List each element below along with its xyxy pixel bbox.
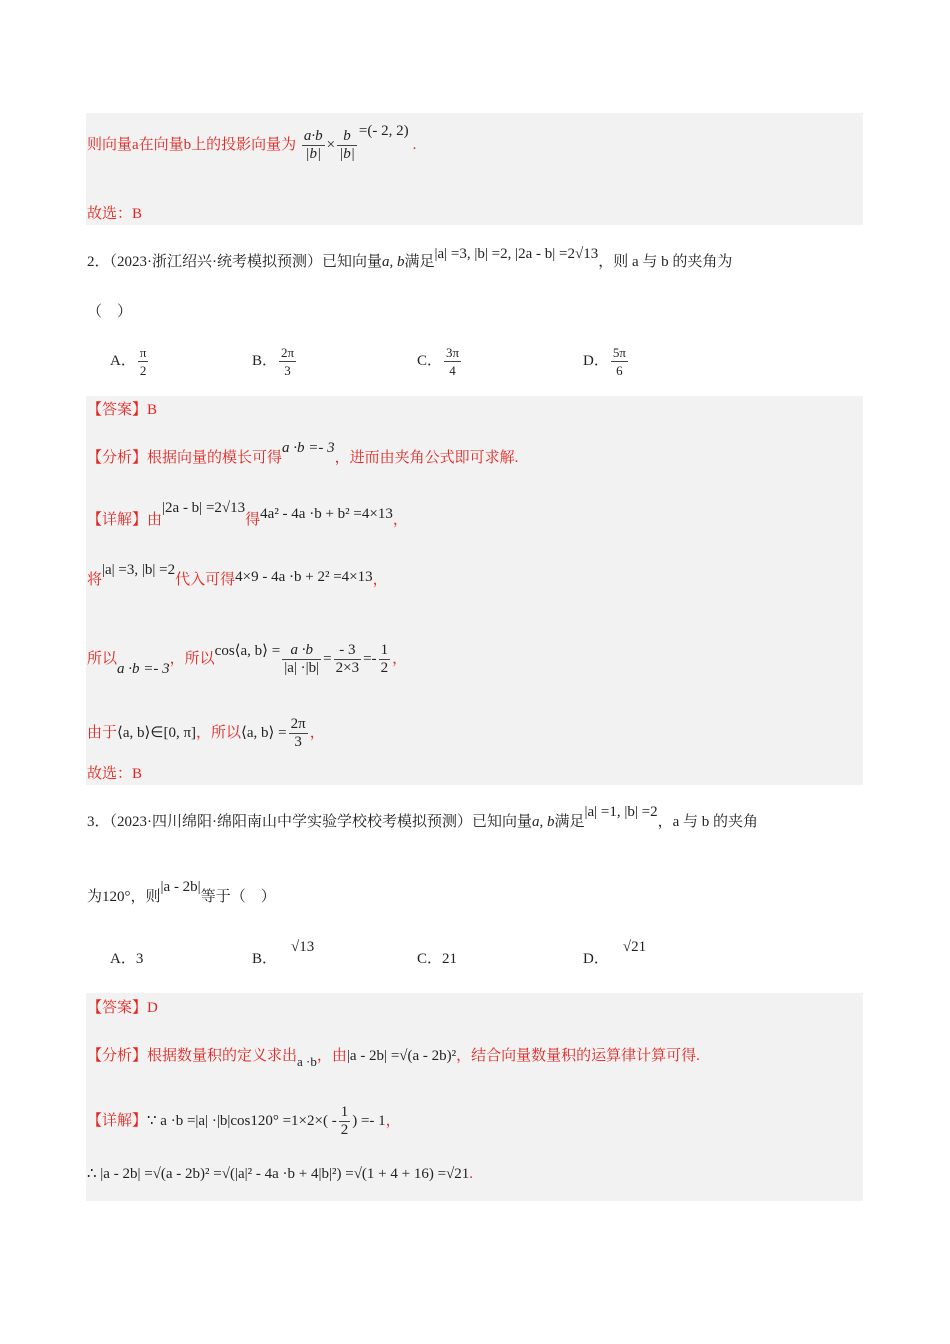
q2-paren: （ ） — [87, 304, 133, 320]
fraction — [302, 128, 325, 163]
denominator: 2 — [139, 363, 147, 378]
math: |a| =1, |b| =2 — [584, 804, 658, 820]
option-label: A． — [110, 352, 136, 369]
math: ⟨a, b⟩∈[0, π] — [117, 724, 197, 741]
math: a ·b =- 3 — [117, 660, 170, 677]
option-value: 3 — [135, 951, 144, 967]
text: 所以 — [87, 650, 118, 667]
stem-text: 满足 — [554, 814, 585, 830]
text: ，所以 — [169, 650, 215, 667]
numerator: 1 — [340, 1104, 349, 1120]
q2-option-c[interactable] — [417, 344, 463, 379]
punct: ， — [385, 1112, 401, 1129]
punct: ， — [372, 572, 388, 588]
fraction — [337, 128, 357, 163]
q2-option-b[interactable] — [252, 344, 298, 379]
punct: . — [412, 136, 417, 153]
math: =- — [363, 650, 377, 667]
option-label: D． — [583, 352, 609, 369]
math: |a - 2b| =√(a - 2b)² — [346, 1048, 457, 1064]
math: ⟨a, b⟩ = — [241, 724, 287, 741]
q2-so-line — [87, 642, 407, 677]
option-label: A． — [110, 951, 136, 967]
punct: . — [469, 1166, 474, 1182]
q3-answer: 【答案】D — [87, 1000, 158, 1016]
math: a ·b =- 3 — [282, 440, 335, 456]
q3-stem — [87, 804, 759, 832]
times: × — [326, 136, 336, 153]
option-label: D． — [583, 951, 609, 967]
label: 【详解】 — [87, 512, 148, 528]
math: a ·b — [297, 1054, 317, 1069]
denominator: 2 — [340, 1122, 349, 1138]
q2-option-a[interactable] — [110, 344, 150, 379]
math: = — [323, 650, 332, 667]
math: |2a - b| =2√13 — [162, 500, 246, 516]
denominator: 4 — [449, 363, 456, 378]
stem-text: ，则 a 与 b 的夹角为 — [598, 254, 733, 270]
denominator: 6 — [616, 363, 623, 378]
stem-text: 为 — [87, 889, 103, 905]
q2-analysis — [87, 440, 519, 468]
q2-option-d[interactable] — [583, 344, 630, 379]
punct: ， — [392, 650, 408, 667]
denominator: 3 — [284, 363, 291, 378]
denominator: |b| — [339, 146, 355, 162]
q2-final: 故选：B — [87, 766, 143, 782]
q1-answer: 故选：B — [87, 206, 143, 222]
option-value: √13 — [291, 939, 315, 955]
math: 120° — [102, 889, 131, 905]
text: 将 — [87, 572, 103, 588]
fraction — [282, 642, 321, 677]
option-label: B． — [252, 352, 278, 369]
fraction — [339, 1104, 351, 1139]
q3-final — [87, 1164, 473, 1184]
numerator: 3π — [446, 345, 460, 360]
label: 【详解】 — [87, 1112, 148, 1129]
q1-projection-text: 则向量a在向量b上的投影向量为 — [87, 136, 297, 153]
stem-text: ，则 — [130, 889, 161, 905]
option-value: 21 — [442, 951, 458, 967]
q3-option-b[interactable] — [252, 939, 315, 969]
fraction — [279, 344, 296, 379]
math: ∵ a ·b =|a| ·|b|cos120° =1×2×( - — [147, 1112, 337, 1129]
q3-detail — [87, 1104, 401, 1139]
q3-analysis — [87, 1046, 700, 1069]
stem-text: 满足 — [404, 254, 435, 270]
math: a, b — [532, 814, 555, 830]
denominator: |b| — [305, 146, 322, 162]
q1-projection-line — [87, 122, 417, 163]
fraction — [444, 344, 461, 379]
q2-answer: 【答案】B — [87, 402, 158, 418]
punct: ， — [309, 724, 325, 741]
option-label: B． — [252, 951, 278, 967]
numerator: 2π — [281, 345, 295, 360]
label: 【分析】 — [87, 450, 148, 466]
math: 4a² - 4a ·b + b² =4×13 — [260, 506, 393, 522]
text: 根据向量的模长可得 — [147, 450, 283, 466]
numerator: b — [337, 128, 357, 146]
math: |a| =3, |b| =2, |2a - b| =2√13 — [434, 246, 599, 262]
math-result: =(- 2, 2) — [358, 122, 409, 139]
text: 由于 — [87, 724, 118, 741]
option-label: C． — [417, 352, 443, 369]
fraction — [334, 642, 361, 677]
punct: ， — [392, 512, 408, 528]
q2-detail — [87, 500, 408, 530]
fraction — [138, 344, 149, 379]
denominator: |a| ·|b| — [284, 660, 320, 676]
fraction — [379, 642, 391, 677]
q3-option-c[interactable] — [417, 949, 457, 969]
text: ，结合向量数量积的运算律计算可得. — [456, 1048, 700, 1064]
q2-substitute — [87, 562, 388, 590]
numerator: a ·b — [282, 642, 321, 660]
option-value: √21 — [622, 939, 647, 955]
math: cos⟨a, b⟩ = — [214, 642, 281, 659]
q3-option-d[interactable] — [583, 939, 647, 969]
numerator: 5π — [612, 345, 626, 360]
math: |a - 2b| — [160, 879, 201, 895]
q3-option-a[interactable] — [110, 949, 143, 969]
q2-since-line — [87, 716, 325, 751]
text: 由 — [147, 512, 163, 528]
text: ，进而由夹角公式即可求解. — [334, 450, 519, 466]
q3-stem-line2 — [87, 879, 276, 907]
text: ，所以 — [196, 724, 242, 741]
text: 根据数量积的定义求出 — [147, 1048, 298, 1064]
fraction — [289, 716, 308, 751]
denominator: 2×3 — [335, 660, 360, 676]
text: ，由 — [316, 1048, 347, 1064]
numerator: 1 — [380, 642, 389, 658]
fraction — [611, 344, 628, 379]
q2-stem — [87, 246, 733, 272]
numerator: π — [139, 345, 147, 360]
numerator: - 3 — [334, 642, 361, 660]
stem-text: 等于（ ） — [200, 889, 276, 905]
stem-text: ，a 与 b 的夹角 — [657, 814, 759, 830]
stem-text: 2．（2023·浙江绍兴·统考模拟预测）已知向量 — [87, 254, 382, 270]
label: 【分析】 — [87, 1048, 148, 1064]
numerator: 2π — [290, 716, 306, 732]
math: a, b — [382, 254, 405, 270]
text: 得 — [245, 512, 261, 528]
numerator: a·b — [303, 128, 323, 144]
denominator: 2 — [380, 660, 389, 676]
math: ) =- 1 — [352, 1112, 386, 1129]
text: 代入可得 — [175, 572, 236, 588]
option-label: C． — [417, 951, 443, 967]
math: ∴ |a - 2b| =√(a - 2b)² =√(|a|² - 4a ·b + 4|b|²) =√(1 + 4 + 16) =√21 — [87, 1166, 470, 1182]
denominator: 3 — [294, 734, 302, 750]
stem-text: 3．（2023·四川绵阳·绵阳南山中学实验学校校考模拟预测）已知向量 — [87, 814, 532, 830]
math: 4×9 - 4a ·b + 2² =4×13 — [235, 569, 373, 585]
math: |a| =3, |b| =2 — [102, 562, 176, 578]
